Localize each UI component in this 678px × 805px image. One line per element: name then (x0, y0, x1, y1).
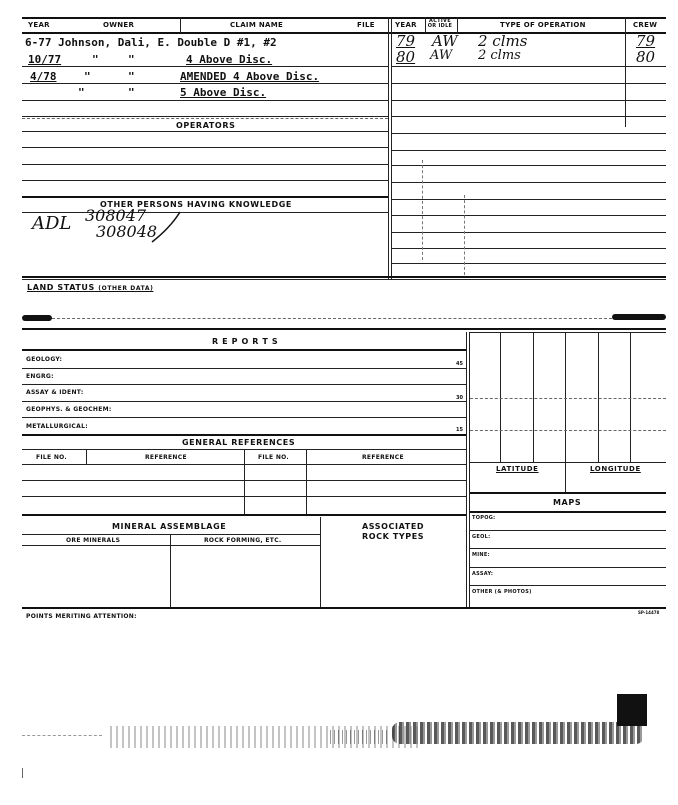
ref-header-file-2: FILE NO. (258, 454, 290, 461)
ops-row-1-status: AW (432, 32, 458, 50)
claims-header-owner: OWNER (103, 21, 135, 29)
general-references-title: GENERAL REFERENCES (182, 438, 296, 447)
claim-row-2-name: 4 Above Disc. (186, 53, 273, 66)
maps-title: MAPS (553, 498, 582, 507)
ops-header-active-idle: ACTIVE OR IDLE (427, 18, 453, 29)
claims-header-year: YEAR (28, 21, 50, 29)
ops-row-1-year: 79 (396, 32, 416, 50)
longitude-label: LONGITUDE (590, 465, 641, 473)
associated-label: ASSOCIATED (362, 522, 425, 531)
claim-row-3-ditto-1: " (84, 70, 91, 83)
ops-row-1-type: 2 clms (478, 32, 528, 50)
maps-topog-label: TOPOG: (472, 515, 496, 521)
claim-row-4-ditto-1: " (78, 86, 85, 99)
ore-minerals-label: ORE MINERALS (66, 537, 121, 544)
claims-header-claim-name: CLAIM NAME (230, 21, 284, 29)
ops-row-2-type: 2 clms (478, 48, 521, 63)
land-status-title (27, 283, 153, 292)
report-geology-num: 45 (456, 361, 463, 367)
report-assay-num: 30 (456, 395, 463, 401)
ops-header-crew: CREW (633, 21, 658, 29)
claims-header-file: FILE (357, 21, 375, 29)
report-geology-label: GEOLOGY: (26, 356, 63, 363)
ops-row-2-status: AW (430, 48, 453, 63)
ops-row-2-crew: 80 (636, 48, 656, 66)
maps-other-label: OTHER (& PHOTOS) (472, 589, 532, 595)
adl-number-2: 308048 (96, 222, 158, 241)
bracket-stroke (140, 208, 190, 248)
maps-mine-label: MINE: (472, 552, 490, 558)
ref-header-file-1: FILE NO. (36, 454, 68, 461)
claim-row-1: 6-77 Johnson, Dali, E. Double D #1, #2 (25, 36, 277, 49)
claim-row-2-ditto-1: " (92, 53, 99, 66)
reports-title: R E P O R T S (212, 337, 279, 346)
maps-geol-label: GEOL: (472, 534, 491, 540)
claim-row-3-ditto-2: " (128, 70, 135, 83)
claim-row-4-ditto-2: " (128, 86, 135, 99)
ref-header-reference-1: REFERENCE (145, 454, 187, 461)
points-title: POINTS MERITING ATTENTION: (26, 613, 137, 620)
maps-assay-label: ASSAY: (472, 571, 494, 577)
ops-row-1-crew: 79 (636, 32, 656, 50)
claim-row-4-name: 5 Above Disc. (180, 86, 267, 99)
rock-forming-label: ROCK FORMING, ETC. (204, 537, 282, 544)
report-engrg-label: ENGRG: (26, 373, 54, 380)
report-assay-label: ASSAY & IDENT: (26, 389, 84, 396)
ops-row-2-year: 80 (396, 48, 416, 66)
other-persons-title: OTHER PERSONS HAVING KNOWLEDGE (100, 200, 292, 209)
ops-header-year: YEAR (395, 21, 417, 29)
claim-row-3-year: 4/78 (30, 70, 57, 83)
ops-header-type: TYPE OF OPERATION (500, 21, 586, 29)
claim-row-2-year: 10/77 (28, 53, 62, 66)
rock-types-label: ROCK TYPES (362, 532, 425, 541)
ref-header-reference-2: REFERENCE (362, 454, 404, 461)
adl-number-1: 308047 (85, 206, 147, 225)
operators-title: OPERATORS (176, 121, 236, 130)
claim-row-2-ditto-2: " (128, 53, 135, 66)
mineral-assemblage-title: MINERAL ASSEMBLAGE (112, 522, 227, 531)
report-metallurgical-num: 15 (456, 427, 463, 433)
land-status-subtitle: (OTHER DATA) (98, 285, 154, 292)
report-geophys-label: GEOPHYS. & GEOCHEM: (26, 406, 112, 413)
latitude-label: LATITUDE (496, 465, 539, 473)
land-status-label: LAND STATUS (27, 283, 95, 292)
adl-label: ADL (32, 213, 72, 234)
report-metallurgical-label: METALLURGICAL: (26, 423, 88, 430)
form-number: SP-14478 (638, 610, 660, 615)
claim-row-3-name: AMENDED 4 Above Disc. (180, 70, 320, 83)
